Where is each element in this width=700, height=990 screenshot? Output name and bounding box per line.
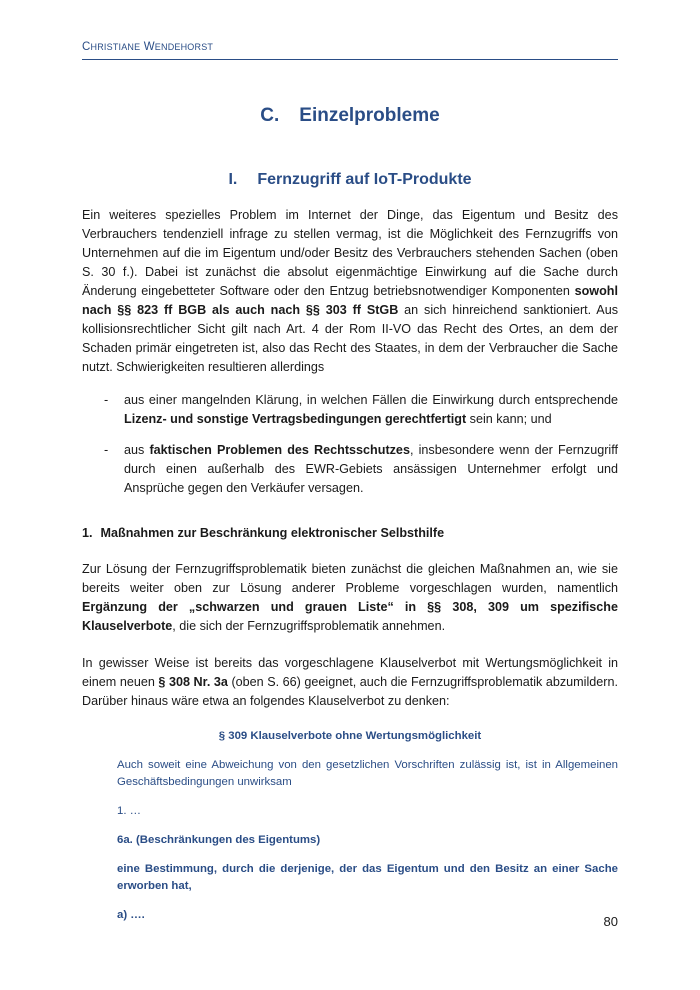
para4-text-1: In gewisser Weise ist bereits das vorgeschlagene Klauselverbot mit Wertungsmöglichkeit in einem neuen xyxy=(82,656,618,689)
page-body xyxy=(82,98,618,924)
quote-item-1: 1. … xyxy=(117,805,142,817)
quote-intro: Auch soweit eine Abweichung von den gesetzlichen Vorschriften zulässig ist, ist in Allgemeinen Geschäftsbedingungen unwirksam xyxy=(117,759,618,788)
quote-item-a: a) …. xyxy=(117,909,145,921)
header-rule xyxy=(82,59,618,60)
list-item xyxy=(82,391,618,429)
section-c-heading xyxy=(82,98,618,134)
section-i-heading xyxy=(82,168,618,192)
para1-text-1: Ein weiteres spezielles Problem im Internet der Dinge, das Eigentum und Besitz des Verbrauchers tendenziell infrage zu stellen vermag, ist die Möglichkeit des Fernzugriffs von Unternehmen auf die im Eigentum und/oder Besitz des Verbrauchers stehenden Sachen (oben S. 30 f.). Dabei ist zunächst die absolut eigenmächtige Einwirkung auf die Sache durch Änderung eingebetteter Software oder den Entzug betriebsnotwendiger Komponenten xyxy=(82,208,618,298)
paragraph-1 xyxy=(82,206,618,377)
section-c-number: C. xyxy=(260,105,280,126)
para1-bold-1: sowohl nach §§ 823 ff BGB als auch nach §§ 303 ff StGB xyxy=(82,284,618,317)
para3-text-1: Zur Lösung der Fernzugriffsproblematik bieten zunächst die gleichen Maßnahmen an, wie sie bereits weiter oben zur Lösung anderer Probleme vorgeschlagen wurden, namentlich xyxy=(82,562,618,595)
para4-bold-1: § 308 Nr. 3a xyxy=(158,675,228,689)
quote-item-6a: 6a. (Beschränkungen des Eigentums) xyxy=(117,834,321,846)
bullet-2-bold: faktischen Problemen des Rechtsschutzes xyxy=(149,443,410,457)
bullet-1-text-1: aus einer mangelnden Klärung, in welchen Fällen die Einwirkung durch entsprechende xyxy=(124,393,618,407)
section-c-title: Einzelprobleme xyxy=(299,105,440,126)
para4-text-2: (oben S. 66) geeignet, auch die Fernzugriffsproblematik abzumildern. Darüber hinaus wäre etwa an folgendes Klauselverbot zu denken: xyxy=(82,675,618,708)
page-number: 80 xyxy=(603,914,618,929)
bullet-1-bold: Lizenz- und sonstige Vertragsbedingungen gerechtfertigt xyxy=(124,412,467,426)
header-first-rest: HRISTIANE xyxy=(90,42,141,52)
bullet-dash: - xyxy=(104,393,109,407)
para3-text-2: , die sich der Fernzugriffsproblematik annehmen. xyxy=(172,619,446,633)
bullet-2-text-1: aus xyxy=(124,443,150,457)
bullet-list xyxy=(82,391,618,498)
bullet-dash: - xyxy=(104,443,109,457)
list-item xyxy=(82,441,618,498)
subsection-1-title: Maßnahmen zur Beschränkung elektronischer Selbsthilfe xyxy=(100,526,445,540)
paragraph-4 xyxy=(82,654,618,711)
quote-clause: eine Bestimmung, durch die derjenige, der das Eigentum und den Besitz an einer Sache erworben hat, xyxy=(117,863,618,892)
quote-title: § 309 Klauselverbote ohne Wertungsmöglichkeit xyxy=(218,730,482,742)
subsection-1-heading xyxy=(82,524,618,543)
header-initial-c: C xyxy=(82,41,91,53)
paragraph-3 xyxy=(82,560,618,636)
section-i-title: Fernzugriff auf IoT-Produkte xyxy=(257,171,472,188)
para1-text-2: an sich hinreichend sanktioniert. Aus kollisionsrechtlicher Sicht gilt nach Art. 4 der Rom II-VO das Recht des Ortes, an dem der Schaden primär eingetreten ist, also das Recht des Staates, in dem der Verbraucher die Sache nutzt. Schwierigkeiten resultieren allerdings xyxy=(82,303,619,374)
running-header xyxy=(82,41,213,53)
subsection-1-number: 1. xyxy=(82,526,93,540)
header-last-rest: ENDEHORST xyxy=(154,42,214,52)
para3-bold-1: Ergänzung der „schwarzen und grauen Liste“ in §§ 308, 309 um spezifische Klauselverbote xyxy=(82,600,618,633)
header-initial-w: W xyxy=(143,41,155,53)
bullet-2-text-2: , insbesondere wenn der Fernzugriff durch einen außerhalb des EWR-Gebiets ansässigen Unternehmer erfolgt und Ansprüche gegen den Verkäufer versagen. xyxy=(124,443,619,495)
bullet-1-text-2: sein kann; und xyxy=(466,412,552,426)
section-i-number: I. xyxy=(228,171,238,188)
